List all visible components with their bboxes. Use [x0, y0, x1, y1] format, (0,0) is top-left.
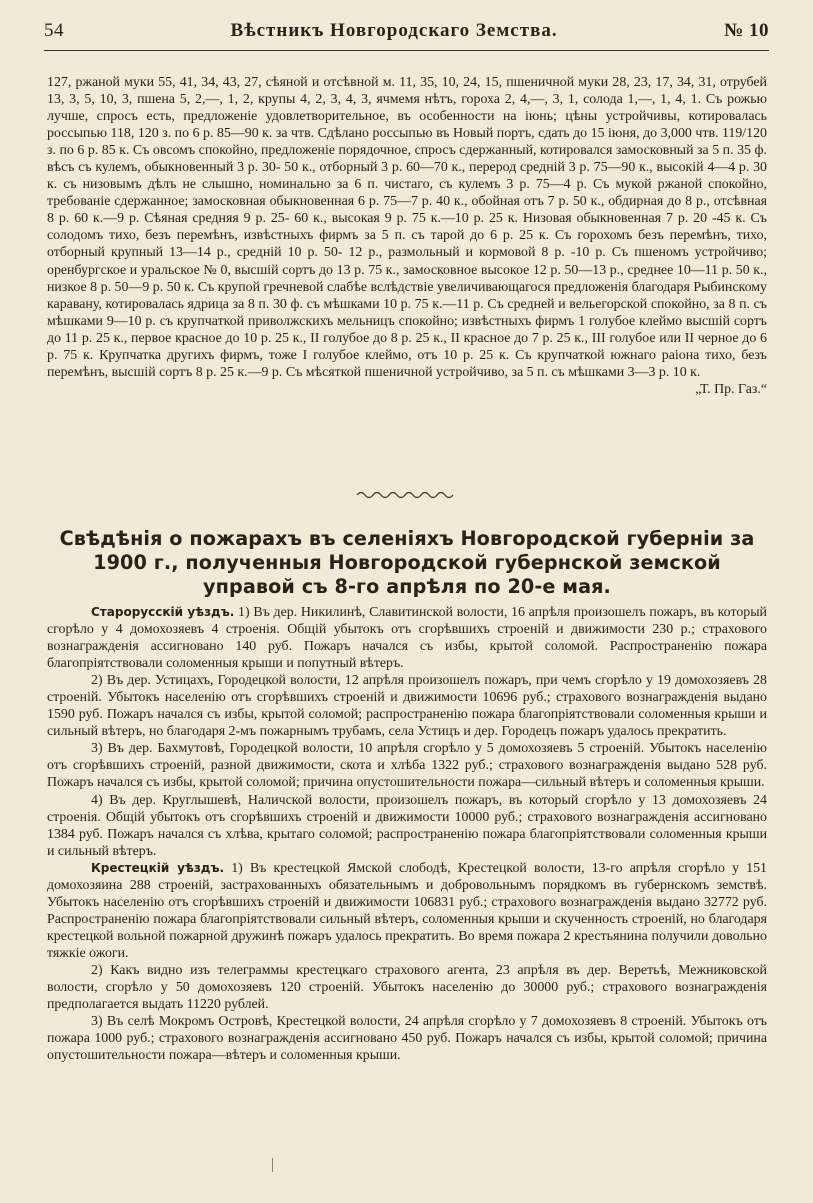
- source-citation: „Т. Пр. Газ.“: [695, 381, 767, 397]
- paragraph-text: 2) Въ дер. Устицахъ, Городецкой волости, 12 апрѣля произошелъ пожаръ, при чемъ сгорѣло у 19 домохозяевъ 28 строеній. Убытокъ населенію отъ сгорѣвшихъ строеній и движимости 10696 руб.; страхового вознагражденія выдано 1590 руб. Пожаръ начался съ избы, крытой соломой; распространенію пожара благопріятствовали соломенныя крыши и сильный вѣтеръ, но благодаря 2-мъ пожарнымъ трубамъ, села Устицъ и дер. Городецъ пожаръ удалось прекратить.: [47, 673, 767, 740]
- paragraph-text: 1) Въ крестецкой Ямской слободѣ, Крестецкой волости, 13-го апрѣля сгорѣло у 151 домохозяина 288 строеній, застрахованныхъ обязательнымъ и добровольнымъ порядкомъ въ губернскомъ земствѣ. Убытокъ населенію отъ сгорѣвшихъ строеній и движимости 106831 руб.; страхового вознагражденія выдано 32772 руб. Распространенію пожара благопріятствовали сильный вѣтеръ, соломенныя крыши и скученность строеній, но благодаря крестецкой вольной пожарной дружинѣ пожаръ удалось прекратить. Во время пожара 2 крестьянина получили довольно тяжкіе ожоги.: [47, 860, 767, 961]
- header-rule: [44, 50, 769, 51]
- paragraph: [47, 792, 767, 860]
- district-heading: Старорусскій уѣздъ.: [91, 605, 235, 619]
- journal-title: Вѣстникъ Новгородскаго Земства.: [230, 20, 558, 41]
- paragraph: [47, 860, 767, 962]
- paragraph: [47, 962, 767, 1013]
- paragraph: [47, 740, 767, 791]
- article-title: Свѣдѣнія о пожарахъ въ селеніяхъ Новгородской губерніи за 1900 г., полученныя Новгородской губернской земской управой съ 8-го апрѣля по 20-е мая.: [59, 527, 755, 598]
- article-body: [47, 604, 767, 1064]
- paragraph-text: 1) Въ дер. Никилинѣ, Славитинской волости, 16 апрѣля произошелъ пожаръ, въ который сгорѣло у 4 домохозяевъ 4 строенія. Общій убытокъ отъ сгорѣвшихъ строеній и движимости 230 р.; страхового вознагражденія ассигновано 140 руб. Пожаръ начался съ избы, крытой соломой. Распространенію пожара благопріятствовали соломенныя крыши и попутный вѣтеръ.: [47, 605, 767, 672]
- paragraph-text: 3) Въ селѣ Мокромъ Островѣ, Крестецкой волости, 24 апрѣля сгорѣло у 7 домохозяевъ 8 строеній. Убытокъ отъ пожара 1000 руб.; страхового вознагражденія ассигновано 450 руб. Пожаръ начался съ избы, крытой соломой; причина опустошительности пожара—вѣтеръ и соломенныя крыши.: [47, 1014, 767, 1064]
- section-divider-ornament: [355, 488, 455, 502]
- running-header: [44, 20, 769, 48]
- page-number: 54: [44, 20, 64, 41]
- paragraph: [47, 1013, 767, 1064]
- paragraph: [47, 672, 767, 740]
- paragraph-text: 4) Въ дер. Круглышевѣ, Наличской волости, произошелъ пожаръ, въ который сгорѣло у 13 домохозяевъ 24 строенія. Общій убытокъ отъ сгорѣвшихъ строеній и движимости 10000 руб.; страхового вознагражденія ассигновано 1384 руб. Пожаръ начался съ хлѣва, крытаго соломой; распространенію пожара благопріятствовали соломенныя крыши и сильный вѣтеръ.: [47, 792, 767, 859]
- market-report: [47, 74, 767, 398]
- bottom-mark: [272, 1158, 273, 1172]
- paragraph-text: 2) Какъ видно изъ телеграммы крестецкаго страхового агента, 23 апрѣля въ дер. Веретьѣ, Межниковской волости, сгорѣло у 50 домохозяевъ 120 строеній. Убытокъ населенію до 30000 руб.; страхового вознагражденія предполагается выдать 11220 рублей.: [47, 962, 767, 1013]
- district-heading: Крестецкій уѣздъ.: [91, 860, 225, 875]
- paragraph-text: 3) Въ дер. Бахмутовѣ, Городецкой волости, 10 апрѣля сгорѣло у 5 домохозяевъ 5 строеній. Убытокъ населенію отъ сгорѣвшихъ строеній, разной движимости, скота и хлѣба 1322 руб.; страхового вознагражденія выдано 528 руб. Пожаръ начался съ избы, крытой соломой; причина опустошительности пожара—сильный вѣтеръ и соломенныя крыши.: [47, 741, 767, 791]
- paragraph: [47, 604, 767, 672]
- issue-number: № 10: [724, 20, 769, 41]
- market-report-text: 127, ржаной муки 55, 41, 34, 43, 27, сѣяной и отсѣвной м. 11, 35, 10, 24, 15, пшеничной муки 28, 23, 17, 34, 31, отрубей 13, 3, 5, 10, 3, пшена 5, 2,—, 1, 2, крупы 4, 2, 3, 4, 3, ячмемя нѣтъ, гороха 2, 4,—, 3, 1, солода 1,—, 1, 4, 1. Съ рожью лучше, спросъ есть, предложеніе удовлетворительное, въ особенности на іюнь; цѣны устройчивы, котировалась россыпью 118, 120 з. по 6 р. 85—90 к. за чтв. Сдѣлано россыпью въ Новый портъ, сдать до 15 іюня, до 3,000 чтв. 119/120 з. по 6 р. 85 к. Съ овсомъ спокойно, предложеніе порядочное, спросъ сдержанный, котировался замосковный за 5 п. 35 ф. вѣсъ съ кулемъ, обыкновенный 3 р. 30- 50 к., отборный 3 р. 60—70 к., перерод средній 3 р. 75—90 к., высокій 4—4 р. 30 к. съ низовымъ дѣлъ не слышно, номинально за 6 п. чистаго, съ кулемъ 3 р. 75—4 р. Съ мукой ржаной спокойно, требованіе сдержанное; замосковная обыкновенная 6 р. 75—7 р. 40 к., обойная отъ 7 р. 50 к., обдирная до 8 р., отсѣвная 8 р. 60 к.—9 р. Сѣяная средняя 9 р. 25- 60 к., высокая 9 р. 75 к.—10 р. 25 к. Низовая обыкновенная 7 р. 20 -45 к. Съ солодомъ тихо, безъ перемѣнъ, извѣстныхъ фирмъ за 5 п. съ тарой до 6 р. 25 к. Съ горохомъ безъ перемѣнъ, тихо, отборный крупный 13—14 р., средній 10 р. 50- 12 р., размольный и кормовой 8 р. -10 р. Съ пшеномъ устройчиво; оренбургское и уральское № 0, высшій сортъ до 13 р. 75 к., замосковное высокое 12 р. 50—13 р., среднее 10—11 р. 50 к., низкое 8 р. 50—9 р. 50 к. Съ крупой гречневой слабѣе вслѣдствіе увеличивающагося предложенія благодаря Рыбинскому каравану, котировалась ядрица за 8 п. 30 ф. съ мѣшками 10 р. 75 к.—11 р. Съ средней и вельегорской спокойно, за 8 п. съ мѣшками 9—10 р. съ крупчаткой приволжскихъ мельницъ спокойно; извѣстныхъ фирмъ 1 голубое клеймо высшій сортъ до 11 р. 25 к., первое красное до 10 р. 25 к., II голубое до 8 р. 25 к., II красное до 7 р. 25 к., III голубое или II черное до 6 р. 75 к. Крупчатка другихъ фирмъ, тоже I голубое клеймо, отъ 10 р. 25 к. Съ крупчаткой южнаго раіона тихо, безъ перемѣнъ, высшій сортъ 8 р. 25 к.—9 р. Съ мѣсяткой пшеничной устройчиво, за 5 п. съ мѣшками 3—3 р. 10 к.: [47, 75, 767, 380]
